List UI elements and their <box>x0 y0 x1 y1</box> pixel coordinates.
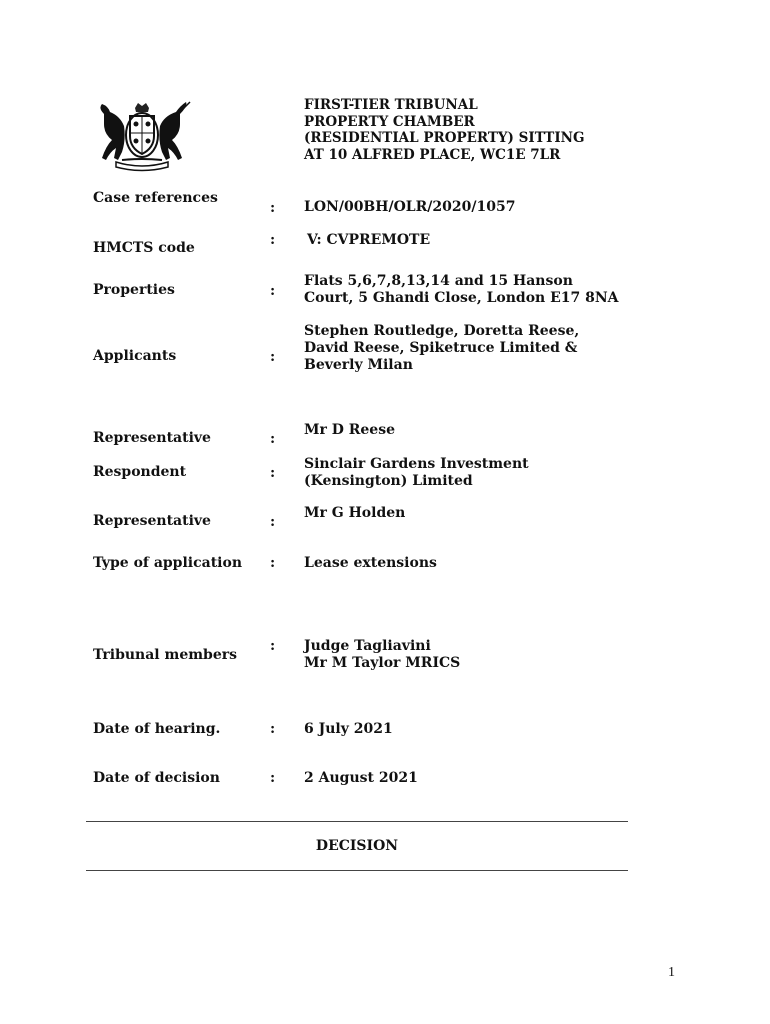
top-divider <box>86 821 628 822</box>
court-heading-line: PROPERTY CHAMBER <box>304 113 475 130</box>
decision-title: DECISION <box>315 838 399 854</box>
date-of-hearing-label: Date of hearing. <box>93 721 221 737</box>
court-heading-line: AT 10 ALFRED PLACE, WC1E 7LR <box>304 146 561 163</box>
tribunal-member-line: Mr M Taylor MRICS <box>304 655 461 671</box>
respondent-line: (Kensington) Limited <box>304 473 473 489</box>
type-of-application-label: Type of application <box>93 555 243 571</box>
date-of-decision-value: 2 August 2021 <box>304 770 418 786</box>
court-heading-line: FIRST-TIER TRIBUNAL <box>304 97 478 113</box>
applicants-line: Beverly Milan <box>304 357 413 373</box>
tribunal-members-value <box>304 638 634 672</box>
court-heading <box>304 97 644 163</box>
representative-value: Mr D Reese <box>304 422 395 438</box>
applicants-line: Stephen Routledge, Doretta Reese, <box>304 323 580 339</box>
type-of-application-colon: : <box>270 555 276 571</box>
properties-value <box>304 273 634 307</box>
applicants-line: David Reese, Spiketruce Limited & <box>304 340 578 356</box>
hmcts-code-value: V: CVPREMOTE <box>307 232 431 248</box>
case-references-label: Case references <box>93 190 218 206</box>
tribunal-members-label: Tribunal members <box>93 647 237 663</box>
representative-label: Representative <box>93 513 211 529</box>
properties-label: Properties <box>93 282 175 298</box>
respondent-label: Respondent <box>93 464 187 480</box>
representative-colon: : <box>270 514 276 530</box>
representative-label: Representative <box>93 430 211 446</box>
case-references-colon: : <box>270 200 276 216</box>
respondent-line: Sinclair Gardens Investment <box>304 456 529 472</box>
date-of-decision-label: Date of decision <box>93 770 220 786</box>
applicants-value <box>304 323 634 374</box>
page-number: 1 <box>668 965 675 980</box>
properties-line: Court, 5 Ghandi Close, London E17 8NA <box>304 290 619 306</box>
date-of-hearing-value: 6 July 2021 <box>304 721 393 737</box>
date-of-hearing-colon: : <box>270 721 276 737</box>
hmcts-code-colon: : <box>270 232 276 248</box>
respondent-colon: : <box>270 465 276 481</box>
respondent-value <box>304 456 634 490</box>
representative-value: Mr G Holden <box>304 505 406 521</box>
properties-colon: : <box>270 283 276 299</box>
representative-colon: : <box>270 431 276 447</box>
hmcts-code-label: HMCTS code <box>93 240 195 256</box>
royal-coat-of-arms-icon <box>92 100 192 172</box>
case-references-value: LON/00BH/OLR/2020/1057 <box>304 199 516 215</box>
tribunal-members-colon: : <box>270 638 276 654</box>
type-of-application-value: Lease extensions <box>304 555 437 571</box>
bottom-divider <box>86 870 628 871</box>
applicants-label: Applicants <box>93 348 177 364</box>
applicants-colon: : <box>270 349 276 365</box>
properties-line: Flats 5,6,7,8,13,14 and 15 Hanson <box>304 273 573 289</box>
date-of-decision-colon: : <box>270 770 276 786</box>
court-heading-line: (RESIDENTIAL PROPERTY) SITTING <box>304 130 585 146</box>
tribunal-member-line: Judge Tagliavini <box>304 638 431 654</box>
